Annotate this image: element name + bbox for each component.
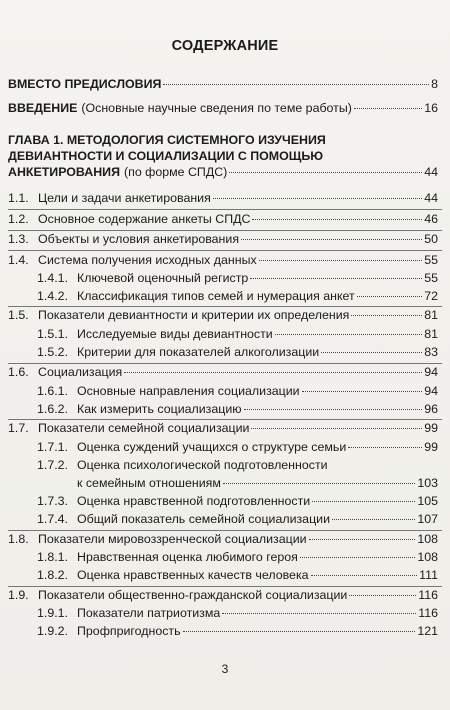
toc-entry-section[interactable] (8, 421, 438, 436)
toc-entry-subsection[interactable] (37, 327, 438, 342)
section-page: 46 (424, 212, 438, 226)
chapter-title-line-1[interactable]: ГЛАВА 1. МЕТОДОЛОГИЯ СИСТЕМНОГО ИЗУЧЕНИЯ (8, 133, 326, 147)
dot-leader (222, 613, 416, 614)
section-page: 99 (424, 421, 438, 435)
divider (8, 419, 442, 420)
toc-entry-section[interactable] (8, 308, 438, 323)
section-number: 1.7.2. (37, 458, 69, 472)
section-number: 1.7. (8, 421, 29, 435)
toc-entry-subsection[interactable] (37, 550, 438, 565)
toc-entry-subsection[interactable] (37, 494, 438, 509)
section-title: Социализация (38, 365, 123, 379)
toc-entry-title: ВВЕДЕНИЕ (8, 101, 78, 115)
toc-entry-subsection[interactable] (37, 384, 438, 399)
section-title: Критерии для показателей алкоголизации (77, 345, 320, 359)
section-title: Классификация типов семей и нумерация анкет (77, 289, 355, 303)
section-number: 1.4. (8, 253, 29, 267)
section-title: Показатели девиантности и критерии их определения (38, 308, 350, 322)
section-title-continued: к семейным отношениям (77, 476, 221, 490)
section-number: 1.5.1. (37, 327, 69, 341)
toc-entry-title: ВМЕСТО ПРЕДИСЛОВИЯ (8, 77, 162, 91)
section-page: 94 (424, 365, 438, 379)
section-page: 116 (418, 606, 438, 620)
section-page: 81 (424, 327, 438, 341)
section-page: 44 (424, 191, 438, 205)
toc-entry-page: 16 (424, 101, 438, 115)
section-title: Ключевой оценочный регистр (77, 271, 249, 285)
dot-leader (348, 447, 422, 448)
section-number: 1.5.2. (37, 345, 69, 359)
dot-leader (163, 84, 429, 85)
toc-entry-subsection[interactable] (37, 345, 438, 360)
toc-entry-section[interactable] (8, 365, 438, 380)
section-title: Оценка психологической подготовленности (77, 458, 328, 472)
toc-entry-section[interactable] (8, 532, 438, 547)
dot-leader (312, 501, 415, 502)
dot-leader (252, 219, 422, 220)
toc-entry-page: 44 (424, 165, 438, 179)
dot-leader (351, 315, 422, 316)
divider (8, 230, 442, 231)
dot-leader (354, 108, 422, 109)
dot-leader (229, 172, 422, 173)
section-number: 1.7.3. (37, 494, 69, 508)
toc-heading: СОДЕРЖАНИЕ (171, 38, 279, 54)
page-number: 3 (221, 662, 229, 676)
dot-leader (124, 372, 422, 373)
toc-entry-subsection[interactable] (37, 289, 438, 304)
section-number: 1.1. (8, 191, 29, 205)
dot-leader (183, 631, 416, 632)
toc-entry-introduction[interactable] (8, 101, 438, 116)
divider (8, 209, 442, 210)
section-number: 1.9.1. (37, 606, 69, 620)
toc-entry-subsection[interactable] (37, 271, 438, 286)
toc-entry-subsection[interactable] (37, 624, 438, 639)
divider (8, 586, 442, 587)
section-title: Показатели семейной социализации (38, 421, 250, 435)
dot-leader (251, 428, 422, 429)
dot-leader (244, 409, 423, 410)
section-number: 1.4.1. (37, 271, 69, 285)
section-number: 1.6. (8, 365, 29, 379)
toc-entry-subsection[interactable] (37, 440, 438, 455)
toc-entry-foreword[interactable] (8, 77, 438, 92)
toc-entry-subtitle: (по форме СПДС) (123, 165, 228, 179)
section-page: 96 (424, 402, 438, 416)
dot-leader (332, 519, 415, 520)
chapter-title-line-2[interactable]: ДЕВИАНТНОСТИ И СОЦИАЛИЗАЦИИ С ПОМОЩЬЮ (8, 149, 324, 163)
section-title: Основное содержание анкеты СПДС (38, 212, 251, 226)
section-page: 81 (424, 308, 438, 322)
section-number: 1.9.2. (37, 624, 69, 638)
dot-leader (259, 260, 423, 261)
section-page: 55 (424, 253, 438, 267)
section-page: 116 (418, 588, 438, 602)
toc-entry-chapter-1[interactable] (8, 165, 438, 180)
section-page: 108 (417, 550, 438, 564)
dot-leader (309, 539, 416, 540)
section-page: 83 (424, 345, 438, 359)
section-title: Исследуемые виды девиантности (77, 327, 273, 341)
section-page: 103 (417, 476, 438, 490)
dot-leader (250, 278, 422, 279)
dot-leader (311, 575, 418, 576)
section-title: Профпригодность (77, 624, 181, 638)
section-title: Показатели мировоззренческой социализации (38, 532, 307, 546)
section-number: 1.6.1. (37, 384, 69, 398)
section-number: 1.5. (8, 308, 29, 322)
section-page: 50 (424, 232, 438, 246)
section-number: 1.4.2. (37, 289, 69, 303)
toc-entry-section[interactable] (8, 253, 438, 268)
section-number: 1.8.2. (37, 568, 69, 582)
toc-entry-section[interactable] (8, 232, 438, 247)
toc-entry-section[interactable] (8, 588, 438, 603)
divider (8, 530, 442, 531)
section-number: 1.8. (8, 532, 29, 546)
section-page: 111 (419, 568, 438, 582)
dot-leader (213, 198, 422, 199)
toc-entry-subsection-wrap[interactable] (37, 458, 328, 473)
section-title: Основные направления социализации (77, 384, 300, 398)
section-page: 94 (424, 384, 438, 398)
section-title: Общий показатель семейной социализации (77, 512, 331, 526)
toc-entry-subsection[interactable] (37, 606, 438, 621)
section-title: Оценка нравственной подготовленности (77, 494, 311, 508)
divider (8, 363, 442, 364)
section-title: Показатели общественно-гражданской социализации (38, 588, 348, 602)
dot-leader (302, 391, 423, 392)
section-title: Объекты и условия анкетирования (38, 232, 240, 246)
section-page: 55 (424, 271, 438, 285)
toc-entry-subtitle: (Основные научные сведения по теме работы) (81, 101, 352, 115)
section-title: Цели и задачи анкетирования (38, 191, 211, 205)
section-title: Оценка суждений учащихся о структуре семьи (77, 440, 347, 454)
dot-leader (357, 296, 423, 297)
dot-leader (349, 595, 416, 596)
toc-entry-page: 8 (431, 77, 438, 91)
section-number: 1.8.1. (37, 550, 69, 564)
section-title: Нравственная оценка любимого героя (77, 550, 298, 564)
toc-entry-section[interactable] (8, 191, 438, 206)
section-page: 107 (417, 512, 438, 526)
section-title: Как измерить социализацию (77, 402, 242, 416)
divider (8, 250, 442, 251)
section-page: 105 (417, 494, 438, 508)
section-page: 108 (417, 532, 438, 546)
divider (8, 306, 442, 307)
toc-entry-subsection[interactable] (37, 512, 438, 527)
toc-entry-subsection-cont[interactable] (77, 476, 438, 491)
section-title: Показатели патриотизма (77, 606, 221, 620)
section-title: Система получения исходных данных (38, 253, 257, 267)
section-number: 1.6.2. (37, 402, 69, 416)
toc-entry-subsection[interactable] (37, 402, 438, 417)
section-title: Оценка нравственных качеств человека (77, 568, 309, 582)
dot-leader (321, 352, 422, 353)
section-page: 99 (424, 440, 438, 454)
dot-leader (223, 483, 415, 484)
section-page: 72 (424, 289, 438, 303)
dot-leader (241, 239, 422, 240)
section-number: 1.9. (8, 588, 29, 602)
toc-entry-title: АНКЕТИРОВАНИЯ (8, 165, 120, 179)
section-number: 1.7.4. (37, 512, 69, 526)
toc-entry-section[interactable] (8, 212, 438, 227)
section-page: 121 (417, 624, 438, 638)
dot-leader (275, 334, 422, 335)
section-number: 1.2. (8, 212, 29, 226)
section-number: 1.7.1. (37, 440, 69, 454)
toc-entry-subsection[interactable] (37, 568, 438, 583)
dot-leader (300, 557, 415, 558)
section-number: 1.3. (8, 232, 29, 246)
